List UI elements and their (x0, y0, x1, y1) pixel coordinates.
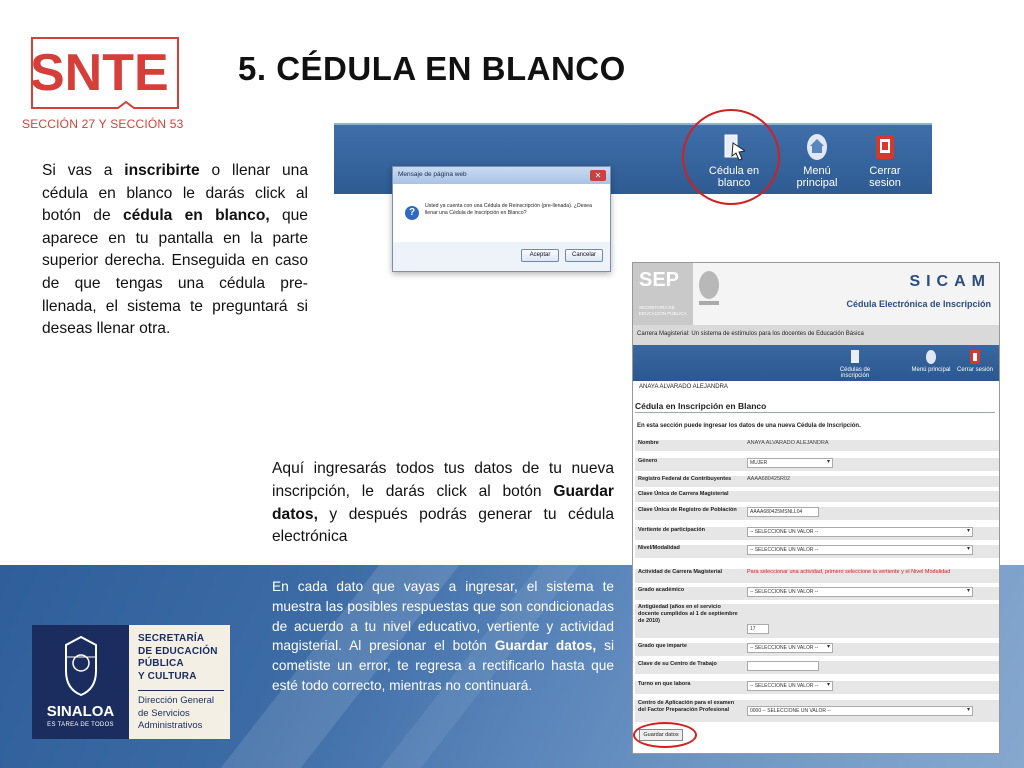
dialog-title: Mensaje de página web (393, 167, 610, 184)
label-grado-imparte: Grado que imparte (638, 643, 687, 649)
select-centro[interactable]: 0000 -- SELECCIONE UN VALOR -- ▾ (747, 706, 973, 716)
row-rfc (635, 476, 999, 487)
label-centro: Centro de Aplicación para el examen del Factor Preparación Profesional (638, 700, 735, 713)
select-nivel[interactable]: -- SELECCIONE UN VALOR -- ▾ (747, 545, 973, 555)
menu-principal-label: Menú principal (796, 165, 838, 189)
select-grado-imparte[interactable]: -- SELECCIONE UN VALOR -- ▾ (747, 643, 833, 653)
cerrar-sesion-button[interactable] (852, 133, 918, 189)
label-curp: Clave Única de Registro de Población (638, 507, 737, 513)
sinaloa-tagline: ES TAREA DE TODOS (47, 722, 114, 728)
row-curp (635, 507, 999, 520)
label-rfc: Registro Federal de Contribuyentes (638, 476, 732, 482)
label-nombre: Nombre (638, 440, 659, 446)
question-icon: ? (405, 206, 419, 220)
cedulas-inscripcion-label: Cédulas de inscripción (839, 367, 871, 379)
label-antiguedad: Antigüedad (años en el servicio docente cumplidos al 1 de septiembre de 2010) (638, 604, 738, 624)
row-centro (635, 700, 999, 722)
home-icon (806, 133, 828, 161)
carrera-banner: Carrera Magisterial: Un sistema de estímulos para los docentes de Educación Básica (633, 325, 1000, 345)
document-icon (849, 349, 861, 365)
actividad-hint: Para seleccionar una actividad, primero seleccione la vertiente y el Nivel Modalidad (747, 569, 951, 575)
instruction-paragraph-2: Aquí ingresarás todos tus datos de tu nueva inscripción, le darás click al botón Guardar datos, y después podrás generar tu cédula electrónica (272, 460, 614, 546)
value-nombre: ANAYA ALVARADO ALEJANDRA (747, 440, 829, 446)
sep-subtitle: SECRETARÍA DE EDUCACIÓN PÚBLICA (639, 305, 687, 316)
form-cerrar-sesion-label: Cerrar sesión (956, 367, 993, 373)
highlight-circle (633, 722, 697, 748)
logout-icon (874, 133, 896, 161)
instruction-paragraph-1: Si vas a inscribirte o llenar una cédula en blanco le darás click al botón de cédula en blanco, que aparece en tu pantalla en la parte superior derecha. Enseguida en caso de que tengas una cédula pre-llenada, el sistema te preguntará si deseas llenar otra. (42, 162, 308, 338)
secretaria-label: SECRETARÍA DE EDUCACIÓN PÚBLICA Y CULTURA (138, 633, 218, 682)
label-nivel: Nivel/Modalidad (638, 545, 680, 551)
value-rfc: AAAA680425R02 (747, 476, 791, 482)
snte-logo (30, 36, 180, 112)
form-menu-principal-label: Menú principal (911, 367, 951, 373)
label-clave-ct: Clave de su Centro de Trabajo (638, 661, 717, 667)
cancelar-button[interactable]: Cancelar (565, 249, 603, 262)
highlight-circle (682, 109, 780, 205)
user-name: ANAYA ALVARADO ALEJANDRA (639, 384, 728, 390)
sep-logo-text: SEP (639, 269, 680, 291)
row-actividad (635, 569, 999, 583)
section-label: SECCIÓN 27 Y SECCIÓN 53 (22, 117, 184, 131)
sinaloa-name: SINALOA (46, 703, 115, 720)
snte-logo-text: SNTE (30, 44, 169, 102)
row-grado (635, 587, 999, 600)
input-antiguedad[interactable]: 17 (747, 624, 769, 634)
form-header (633, 263, 1000, 325)
cerrar-sesion-label: Cerrar sesion (869, 165, 901, 189)
dialog-body (393, 184, 610, 242)
row-antiguedad (635, 604, 999, 638)
row-grado-imparte (635, 643, 999, 656)
sinaloa-logo (32, 625, 230, 739)
row-vertiente (635, 527, 999, 540)
form-intro: En esta sección puede ingresar los datos de una nueva Cédula de Inscripción. (637, 423, 861, 429)
logout-icon (969, 349, 981, 365)
coat-of-arms-icon (62, 635, 100, 697)
form-navbar (633, 345, 1000, 381)
eagle-seal-icon (697, 267, 721, 309)
label-clave-cm: Clave Única de Carrera Magisterial (638, 491, 729, 497)
cedulas-inscripcion-button[interactable] (833, 349, 877, 379)
row-nivel (635, 545, 999, 558)
input-curp[interactable]: AAAA680425MSNLL04 (747, 507, 819, 517)
row-clave-ct (635, 661, 999, 674)
form-section-title: Cédula en Inscripción en Blanco (635, 401, 767, 411)
page-title: 5. CÉDULA EN BLANCO (238, 50, 626, 87)
select-grado[interactable]: -- SELECCIONE UN VALOR -- ▾ (747, 587, 973, 597)
select-turno[interactable]: -- SELECCIONE UN VALOR -- ▾ (747, 681, 833, 691)
label-turno: Turno en que labora (638, 681, 691, 687)
sep-logo (633, 263, 693, 325)
direccion-label: Dirección General de Servicios Administrativos (138, 695, 215, 731)
instruction-paragraph-3: En cada dato que vayas a ingresar, el sistema te muestra las posibles respuestas que son condicionadas de acuerdo a tu nivel educativo, vertiente y actividad magisterial. Al presionar el botón Guardar datos, si cometiste un error, te regresa a rectificarlo hasta que esté todo correcto, mientras no continuará. (272, 579, 614, 693)
select-genero[interactable]: MUJER ▾ (747, 458, 833, 468)
input-clave-ct[interactable] (747, 661, 819, 671)
cedula-en-blanco-label: Cédula en blanco (708, 165, 760, 189)
cedula-electronica-title: Cédula Electrónica de Inscripción (846, 299, 991, 309)
row-turno (635, 681, 999, 694)
form-cerrar-sesion-button[interactable] (953, 349, 997, 373)
row-genero (635, 458, 999, 471)
label-genero: Género (638, 458, 658, 464)
sinaloa-emblem (32, 625, 129, 739)
confirm-dialog (392, 166, 611, 272)
form-screenshot (632, 262, 1000, 754)
label-grado: Grado académico (638, 587, 685, 593)
label-vertiente: Vertiente de participación (638, 527, 705, 533)
close-icon[interactable]: ✕ (590, 170, 606, 181)
form-menu-principal-button[interactable] (909, 349, 953, 373)
row-clave-cm (635, 491, 999, 502)
aceptar-button[interactable]: Aceptar (521, 249, 559, 262)
menu-principal-button[interactable] (782, 133, 852, 189)
select-vertiente[interactable]: -- SELECCIONE UN VALOR -- ▾ (747, 527, 973, 537)
sicam-title: SICAM (909, 273, 991, 290)
home-icon (925, 349, 937, 365)
dialog-message: Usted ya cuenta con una Cédula de Reinscripción (pre-llenada). ¿Desea llenar una Cédula de Inscripción en Blanco? (425, 203, 592, 216)
row-nombre (635, 440, 999, 451)
guardar-datos-button[interactable]: Guardar datos (639, 729, 683, 741)
label-actividad: Actividad de Carrera Magisterial (638, 569, 723, 575)
